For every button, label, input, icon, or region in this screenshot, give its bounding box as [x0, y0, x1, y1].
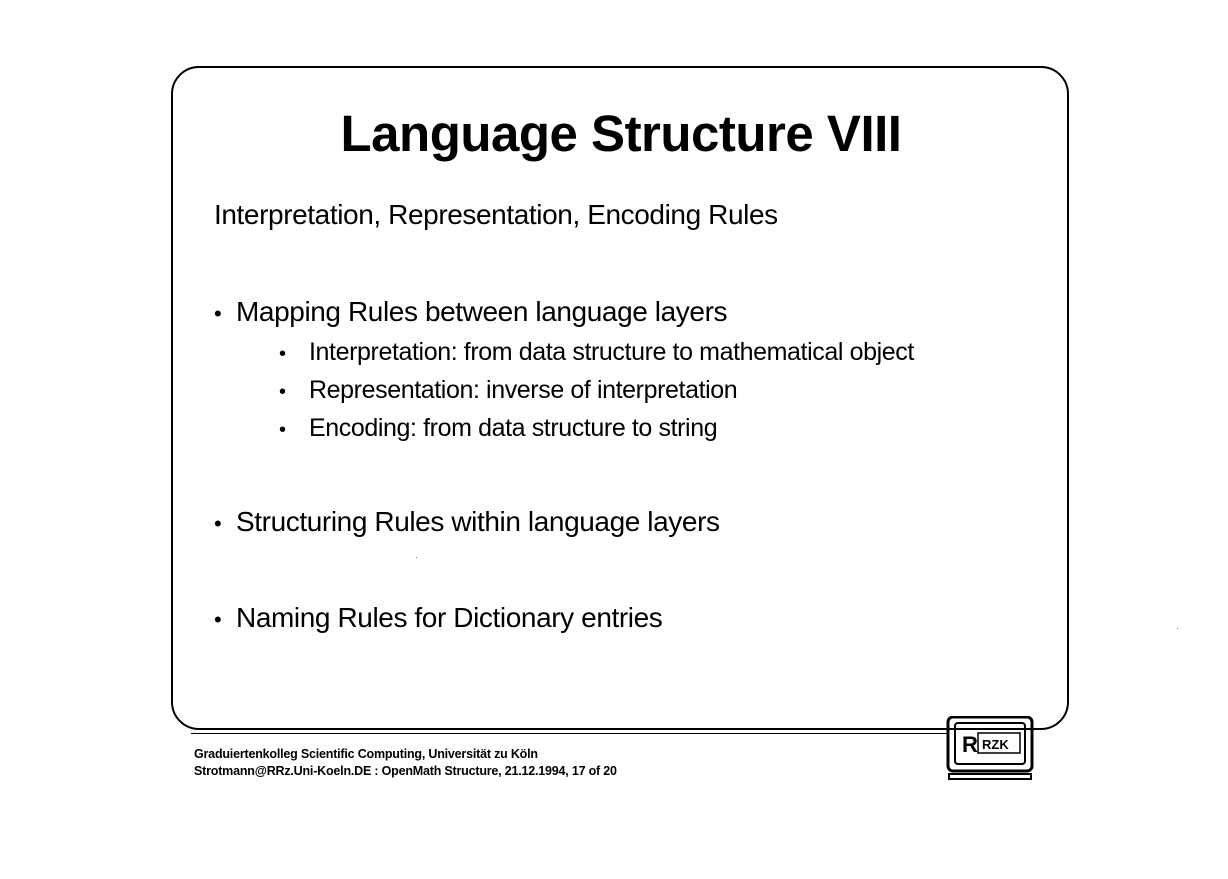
footer-institution: Graduiertenkolleg Scientific Computing, Universität zu Köln	[194, 747, 538, 761]
scan-speck	[1177, 628, 1178, 629]
bullet-marker: •	[214, 607, 222, 632]
logo-text: RZK	[982, 737, 1009, 752]
rrzk-logo-icon	[946, 716, 1034, 782]
sub-bullet-item	[279, 414, 717, 443]
slide-title: Language Structure VIII	[340, 105, 902, 162]
footer-author-info: Strotmann@RRz.Uni-Koeln.DE : OpenMath Structure, 21.12.1994, 17 of 20	[194, 764, 617, 778]
scan-speck	[416, 557, 417, 558]
sub-bullet-item	[279, 338, 914, 367]
bullet-text: Structuring Rules within language layers	[236, 506, 720, 537]
bullet-marker: •	[214, 301, 222, 326]
bullet-marker: •	[214, 511, 222, 536]
sub-bullet-text: Representation: inverse of interpretation	[309, 376, 738, 404]
bullet-text: Mapping Rules between language layers	[236, 296, 728, 327]
sub-bullet-text: Interpretation: from data structure to mathematical object	[309, 338, 914, 366]
sub-bullet-marker: •	[279, 419, 286, 441]
sub-bullet-marker: •	[279, 381, 286, 403]
sub-bullet-text: Encoding: from data structure to string	[309, 414, 718, 442]
bullet-text: Naming Rules for Dictionary entries	[236, 602, 663, 633]
bullet-item	[214, 296, 727, 328]
sub-bullet-item	[279, 376, 737, 405]
footer-divider	[191, 733, 947, 734]
bullet-item	[214, 506, 720, 538]
sub-bullet-marker: •	[279, 343, 286, 365]
slide-subtitle: Interpretation, Representation, Encoding Rules	[214, 199, 778, 230]
bullet-item	[214, 602, 662, 634]
logo-letter: R	[962, 732, 978, 757]
